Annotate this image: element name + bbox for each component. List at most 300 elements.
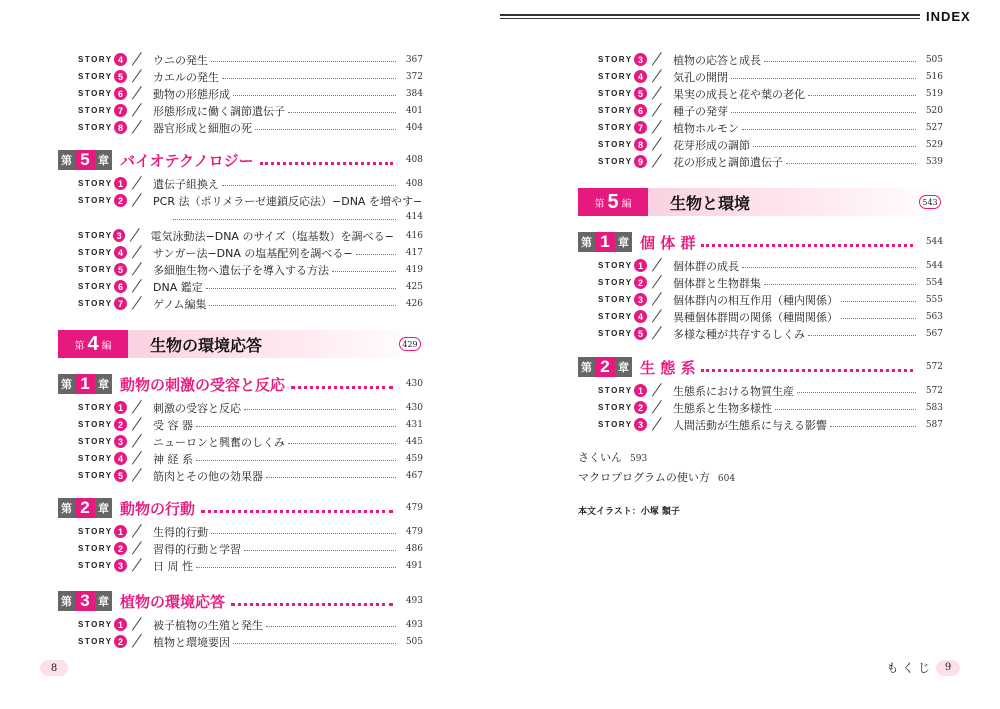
story-tag: STORY (598, 89, 633, 98)
dot-leader (797, 392, 916, 393)
part-title: 生物の環境応答 (150, 335, 263, 355)
story-title: 神 経 系 (153, 452, 193, 466)
illustration-credit: 本文イラスト：小塚 類子 (578, 507, 680, 517)
chapter-title: 個 体 群 (640, 233, 696, 252)
story-number: 5 (114, 70, 127, 83)
dot-leader (244, 409, 396, 410)
story-title: 気孔の開閉 (673, 70, 728, 84)
dot-leader (808, 335, 916, 336)
story-tag: STORY (598, 403, 633, 412)
part-banner[interactable] (578, 188, 943, 216)
part-title: 生物と環境 (670, 193, 751, 213)
story-title: 遺伝子組換え (153, 177, 219, 191)
story-tag: STORY (78, 420, 113, 429)
story-title: 多様な種が共存するしくみ (673, 327, 805, 341)
story-title: 個体群と生物群集 (673, 276, 761, 290)
slash-divider (127, 433, 153, 450)
story-tag: STORY (78, 620, 113, 629)
story-tag: STORY (598, 106, 633, 115)
slash-divider (127, 175, 153, 192)
page-number-left: 8 (40, 660, 68, 676)
story-entry[interactable] (78, 261, 423, 278)
dot-leader (288, 112, 396, 113)
story-entry[interactable] (598, 325, 943, 342)
chapter-heading[interactable] (58, 149, 423, 171)
story-entry[interactable] (78, 557, 423, 574)
page-number: 408 (405, 155, 423, 165)
page-number: 372 (405, 71, 423, 82)
chapter-number: 1 (75, 374, 95, 394)
dot-leader (332, 271, 396, 272)
misc-entry[interactable] (578, 449, 647, 465)
story-entry[interactable] (598, 153, 943, 170)
chapter-heading[interactable] (58, 590, 423, 612)
slash-divider (127, 261, 153, 278)
story-tag: STORY (598, 140, 633, 149)
page-number: 431 (405, 419, 423, 430)
story-number: 1 (634, 384, 647, 397)
story-number: 1 (114, 618, 127, 631)
story-number: 1 (114, 525, 127, 538)
story-tag: STORY (598, 72, 633, 81)
story-title: 果実の成長と花や葉の老化 (673, 87, 805, 101)
story-tag: STORY (78, 561, 113, 570)
story-tag: STORY (78, 437, 113, 446)
page-number: 367 (405, 54, 423, 65)
story-number: 2 (114, 542, 127, 555)
slash-divider (647, 325, 673, 342)
chapter-badge (58, 374, 112, 394)
story-number: 7 (114, 297, 127, 310)
slash-divider (647, 102, 673, 119)
story-tag: STORY (78, 544, 113, 553)
slash-divider (127, 450, 153, 467)
slash-divider (127, 192, 153, 209)
dot-leader (196, 567, 396, 568)
dot-leader (742, 267, 916, 268)
story-title: 人間活動が生態系に与える影響 (673, 418, 827, 432)
story-tag: STORY (598, 312, 633, 321)
story-title: PCR 法（ポリメラーゼ連鎖反応法）−DNA を増やす− (153, 194, 423, 208)
story-number: 4 (114, 53, 127, 66)
story-title: 異種個体群間の関係（種間関係） (673, 310, 838, 324)
chapter-sho-label: 章 (615, 357, 632, 377)
page-number: 527 (925, 122, 943, 133)
dot-leader (731, 112, 916, 113)
page-number: 384 (405, 88, 423, 99)
misc-entry[interactable] (578, 469, 735, 485)
page-number: 479 (405, 526, 423, 537)
chapter-heading[interactable] (58, 373, 423, 395)
page-number: 544 (925, 260, 943, 271)
story-title: ウニの発生 (153, 53, 208, 67)
chapter-title: 動物の刺激の受容と反応 (120, 375, 286, 394)
page-number: 401 (405, 105, 423, 116)
dot-leader (764, 61, 916, 62)
story-number: 4 (634, 310, 647, 323)
dot-leader (233, 643, 396, 644)
pink-dot-leader (291, 386, 393, 389)
story-tag: STORY (78, 89, 113, 98)
part-dai-label: 第 (594, 198, 605, 210)
chapter-sho-label: 章 (95, 591, 112, 611)
chapter-dai-label: 第 (58, 374, 75, 394)
story-entry[interactable] (78, 51, 423, 68)
dot-leader (288, 443, 396, 444)
story-number: 5 (114, 263, 127, 276)
story-entry[interactable] (78, 244, 423, 261)
story-entry[interactable] (78, 467, 423, 484)
story-title: 日 周 性 (153, 559, 193, 573)
part-page-number: 543 (919, 195, 941, 209)
page-number: 404 (405, 122, 423, 133)
dot-leader (356, 254, 396, 255)
page-number: 563 (925, 311, 943, 322)
story-title: 植物ホルモン (673, 121, 739, 135)
page-number: 604 (717, 474, 736, 484)
story-tag: STORY (78, 265, 113, 274)
story-entry[interactable] (78, 227, 423, 244)
slash-divider (647, 382, 673, 399)
slash-divider (127, 557, 153, 574)
page-number: 539 (925, 156, 943, 167)
chapter-title: バイオテクノロジー (120, 151, 254, 170)
footer-title: も く じ (886, 661, 930, 675)
story-entry-continued (78, 210, 423, 224)
story-number: 2 (634, 401, 647, 414)
part-hen-label: 編 (621, 198, 632, 210)
chapter-title: 動物の行動 (120, 499, 196, 518)
part-badge (58, 330, 128, 358)
dot-leader (255, 129, 396, 130)
dot-leader (206, 288, 396, 289)
chapter-badge (578, 357, 632, 377)
dot-leader (841, 301, 916, 302)
story-entry[interactable] (598, 274, 943, 291)
part-number: 4 (87, 332, 99, 355)
page-number: 505 (925, 54, 943, 65)
story-tag: STORY (598, 278, 633, 287)
story-title: 器官形成と細胞の死 (153, 121, 252, 135)
page-number: 486 (405, 543, 423, 554)
story-entry[interactable] (78, 523, 423, 540)
story-number: 4 (114, 452, 127, 465)
page-number: 587 (925, 419, 943, 430)
page-number: 445 (405, 436, 423, 447)
story-tag: STORY (78, 637, 113, 646)
page-number: 505 (405, 636, 423, 647)
story-tag: STORY (78, 454, 113, 463)
story-entry[interactable] (78, 416, 423, 433)
story-entry[interactable] (598, 85, 943, 102)
slash-divider (647, 399, 673, 416)
story-entry[interactable] (598, 308, 943, 325)
story-entry[interactable] (78, 433, 423, 450)
story-number: 8 (634, 138, 647, 151)
story-number: 6 (634, 104, 647, 117)
story-entry[interactable] (598, 136, 943, 153)
story-tag: STORY (598, 329, 633, 338)
story-title: 植物と環境要因 (153, 635, 230, 649)
pink-dot-leader (201, 510, 393, 513)
page-number: 479 (405, 503, 423, 513)
slash-divider (647, 51, 673, 68)
dot-leader (266, 626, 396, 627)
story-entry[interactable] (598, 257, 943, 274)
story-tag: STORY (598, 261, 633, 270)
story-number: 6 (114, 87, 127, 100)
page-number: 414 (405, 212, 423, 222)
page-number: 544 (925, 237, 943, 247)
story-number: 1 (114, 401, 127, 414)
part-badge (578, 188, 648, 216)
story-entry[interactable] (598, 416, 943, 433)
slash-divider (127, 278, 153, 295)
chapter-sho-label: 章 (95, 374, 112, 394)
part-hen-label: 編 (101, 340, 112, 352)
story-title: 生態系における物質生産 (673, 384, 794, 398)
chapter-dai-label: 第 (578, 357, 595, 377)
story-title: 習得的行動と学習 (153, 542, 241, 556)
story-entry[interactable] (78, 540, 423, 557)
page-number: 467 (405, 470, 423, 481)
dot-leader (808, 95, 916, 96)
chapter-number: 2 (595, 357, 615, 377)
page-number: 519 (925, 88, 943, 99)
page-number: 491 (405, 560, 423, 571)
story-entry[interactable] (78, 102, 423, 119)
pink-dot-leader (260, 162, 393, 165)
story-tag: STORY (78, 106, 113, 115)
story-tag: STORY (78, 299, 113, 308)
slash-divider (127, 467, 153, 484)
slash-divider (125, 227, 150, 244)
story-title: サンガー法−DNA の塩基配列を調べる− (153, 246, 353, 260)
dot-leader (266, 477, 396, 478)
story-tag: STORY (598, 420, 633, 429)
chapter-sho-label: 章 (615, 232, 632, 252)
dot-leader (775, 409, 916, 410)
story-entry[interactable] (78, 175, 423, 192)
chapter-badge (58, 498, 112, 518)
story-tag: STORY (598, 157, 633, 166)
page-number-right: 9 (936, 660, 960, 676)
chapter-dai-label: 第 (58, 591, 75, 611)
story-tag: STORY (598, 55, 633, 64)
story-number: 1 (634, 259, 647, 272)
dot-leader (764, 284, 916, 285)
slash-divider (647, 291, 673, 308)
chapter-number: 1 (595, 232, 615, 252)
story-tag: STORY (78, 72, 113, 81)
story-tag: STORY (78, 55, 113, 64)
story-number: 3 (634, 418, 647, 431)
story-tag: STORY (598, 295, 633, 304)
chapter-badge (58, 591, 112, 611)
slash-divider (127, 399, 153, 416)
misc-title: マクロプログラムの使い方 (578, 471, 710, 484)
story-number: 7 (634, 121, 647, 134)
chapter-sho-label: 章 (95, 150, 112, 170)
part-dai-label: 第 (74, 340, 85, 352)
story-number: 3 (634, 293, 647, 306)
story-entry[interactable] (78, 616, 423, 633)
dot-leader (731, 78, 916, 79)
page-number: 554 (925, 277, 943, 288)
page-number: 520 (925, 105, 943, 116)
page-number: 417 (405, 247, 423, 258)
story-tag: STORY (78, 196, 113, 205)
dot-leader (841, 318, 916, 319)
chapter-title: 植物の環境応答 (120, 592, 226, 611)
story-number: 3 (113, 229, 126, 242)
story-title: 個体群内の相互作用（種内関係） (673, 293, 838, 307)
story-number: 1 (114, 177, 127, 190)
page-number: 430 (405, 379, 423, 389)
pink-dot-leader (701, 369, 913, 372)
story-number: 5 (114, 469, 127, 482)
page-number: 572 (925, 385, 943, 396)
story-title: DNA 鑑定 (153, 280, 203, 294)
story-title: ゲノム編集 (153, 297, 207, 311)
page-number: 493 (405, 619, 423, 630)
story-entry[interactable] (598, 399, 943, 416)
part-page-number: 429 (399, 337, 421, 351)
page-footer-right (886, 659, 960, 676)
dot-leader (233, 95, 396, 96)
dot-leader (173, 219, 396, 220)
dot-leader (786, 163, 916, 164)
dot-leader (196, 426, 396, 427)
dot-leader (222, 78, 396, 79)
chapter-heading[interactable] (578, 231, 943, 253)
pink-dot-leader (701, 244, 913, 247)
page-number: 419 (405, 264, 423, 275)
chapter-badge (578, 232, 632, 252)
story-tag: STORY (78, 403, 113, 412)
story-entry[interactable] (598, 382, 943, 399)
dot-leader (211, 533, 396, 534)
story-entry[interactable] (78, 119, 423, 136)
story-tag: STORY (78, 282, 113, 291)
slash-divider (647, 416, 673, 433)
slash-divider (127, 416, 153, 433)
story-title: 種子の発芽 (673, 104, 728, 118)
page-number: 426 (405, 298, 423, 309)
dot-leader (830, 426, 916, 427)
page-number: 572 (925, 362, 943, 372)
slash-divider (127, 119, 153, 136)
chapter-dai-label: 第 (58, 150, 75, 170)
story-number: 5 (634, 327, 647, 340)
dot-leader (196, 460, 396, 461)
story-entry[interactable] (78, 633, 423, 650)
story-title: 多細胞生物へ遺伝子を導入する方法 (153, 263, 329, 277)
story-number: 2 (114, 194, 127, 207)
story-number: 5 (634, 87, 647, 100)
slash-divider (647, 119, 673, 136)
slash-divider (127, 102, 153, 119)
slash-divider (647, 136, 673, 153)
part-banner[interactable] (58, 330, 423, 358)
story-title: 動物の形態形成 (153, 87, 230, 101)
chapter-title: 生 態 系 (640, 358, 696, 377)
slash-divider (647, 257, 673, 274)
story-number: 3 (114, 435, 127, 448)
story-tag: STORY (598, 386, 633, 395)
slash-divider (127, 523, 153, 540)
page-number: 516 (925, 71, 943, 82)
story-title: 形態形成に働く調節遺伝子 (153, 104, 285, 118)
page-number: 416 (405, 230, 423, 241)
part-number: 5 (607, 190, 619, 213)
slash-divider (127, 616, 153, 633)
page-number: 459 (405, 453, 423, 464)
page-number: 593 (630, 454, 648, 464)
story-entry[interactable] (598, 68, 943, 85)
story-title: 生得的行動 (153, 525, 208, 539)
story-entry[interactable] (78, 399, 423, 416)
story-title: ニューロンと興奮のしくみ (153, 435, 285, 449)
story-number: 9 (634, 155, 647, 168)
story-number: 4 (634, 70, 647, 83)
index-label: INDEX (926, 9, 971, 24)
chapter-dai-label: 第 (58, 498, 75, 518)
page-number: 408 (405, 178, 423, 189)
page-number: 583 (925, 402, 943, 413)
story-entry[interactable] (78, 85, 423, 102)
story-number: 4 (114, 246, 127, 259)
story-title: 筋肉とその他の効果器 (153, 469, 263, 483)
story-entry[interactable] (78, 295, 423, 312)
story-title: 被子植物の生殖と発生 (153, 618, 263, 632)
chapter-heading[interactable] (578, 356, 943, 378)
pink-dot-leader (231, 603, 393, 606)
page-number: 430 (405, 402, 423, 413)
misc-title: さくいん (578, 451, 622, 464)
story-tag: STORY (78, 471, 113, 480)
story-entry[interactable] (78, 192, 423, 209)
chapter-number: 3 (75, 591, 95, 611)
dot-leader (742, 129, 916, 130)
story-entry[interactable] (78, 68, 423, 85)
story-title: 受 容 器 (153, 418, 193, 432)
dot-leader (211, 61, 396, 62)
slash-divider (647, 274, 673, 291)
story-title: 生態系と生物多様性 (673, 401, 772, 415)
chapter-number: 5 (75, 150, 95, 170)
story-entry[interactable] (598, 51, 943, 68)
story-entry[interactable] (598, 102, 943, 119)
story-entry[interactable] (598, 119, 943, 136)
chapter-number: 2 (75, 498, 95, 518)
story-entry[interactable] (78, 450, 423, 467)
page-number: 529 (925, 139, 943, 150)
chapter-badge (58, 150, 112, 170)
slash-divider (127, 540, 153, 557)
slash-divider (127, 295, 153, 312)
page-number: 555 (925, 294, 943, 305)
dot-leader (753, 146, 916, 147)
story-title: 植物の応答と成長 (673, 53, 761, 67)
slash-divider (127, 68, 153, 85)
story-number: 8 (114, 121, 127, 134)
page-number: 493 (405, 596, 423, 606)
story-title: カエルの発生 (153, 70, 219, 84)
chapter-heading[interactable] (58, 497, 423, 519)
story-entry[interactable] (598, 291, 943, 308)
story-entry[interactable] (78, 278, 423, 295)
